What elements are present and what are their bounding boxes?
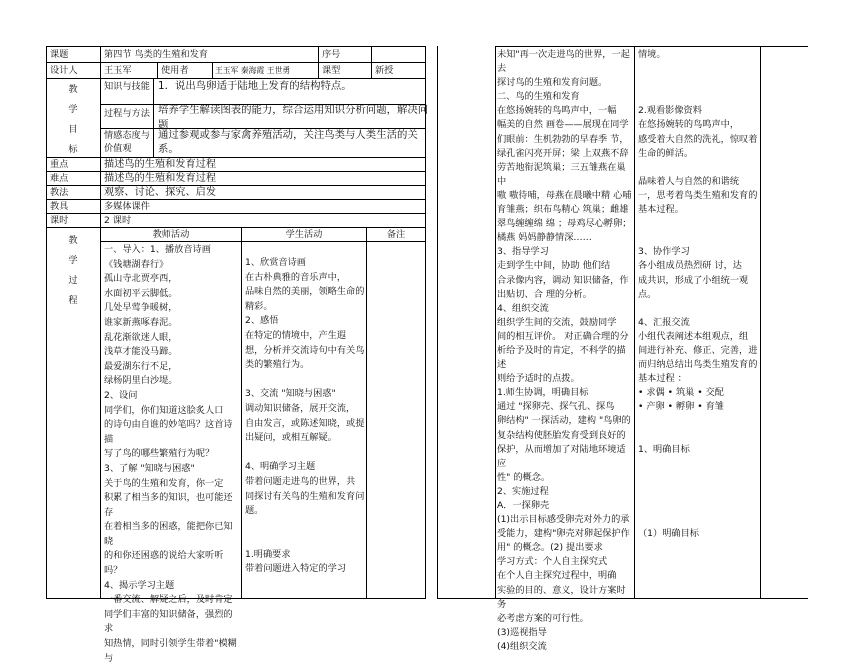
keti-value: 第四节 鸟类的生殖和发育 <box>104 49 208 60</box>
goal-process-text: 培养学生解读图表的能力，综合运用知识分析问题，解决问 题 <box>158 104 429 131</box>
designer-label: 设计人 <box>50 65 78 76</box>
col-note-header: 备注 <box>386 229 406 240</box>
info-label-key: 重点 <box>50 159 69 170</box>
right-student-activity-text: 情境。 2.观看影像资料 在悠扬婉转的鸟鸣声中， 感受着大自然的洗礼，惊叹着 生命的鲜活。 晶味着人与自然的和谐统 一，思考着鸟类生殖和发育的 基本过程。 3、协作学习 各小组成员热烈研 讨，达 成共识，形成了小组统一观点。 4、汇报交流 小组代表阐述本组观点，组 间进行补充、修正、完善，进 而归纳总结出鸟类生殖发育的 基本过程 ： • 求偶 • 筑巢 • 交配 • 产卵 • 孵卵 • 育雏 1、明确目标 （1）明确目标 <box>638 49 758 540</box>
col-teacher-header: 教师活动 <box>152 229 190 240</box>
goal-knowledge-label: 知识与技能 <box>104 81 150 92</box>
col-student-header: 学生活动 <box>285 229 323 240</box>
goal-process-label: 过程与方法 <box>104 108 150 119</box>
info-label-tools: 教具 <box>50 201 69 212</box>
keixing-label: 课型 <box>322 65 341 76</box>
goal-emotion-text: 通过参观或参与家禽养殖活动，关注鸟类与人类生活的关 系。 <box>158 129 418 155</box>
keixing-value: 新授 <box>375 65 394 76</box>
goals-label: 教学目标 <box>68 84 78 155</box>
info-label-method: 教法 <box>50 187 69 198</box>
info-value-key: 描述鸟的生殖和发育过程 <box>104 159 217 170</box>
users-label: 使用者 <box>161 65 189 76</box>
keti-label: 课题 <box>50 49 69 60</box>
student-activity-text: 1、欣赏音诗画 在古朴典雅的音乐声中， 品味自然的美丽，领略生命的 精彩。 2、感悟 在特定的情境中，产生遐 想，分析并交流诗句中有关鸟 类的繁殖行为。 3、交流 "知晓与困惑" 调动知识储备，展开交流， 自由发言，或陈述知晓，或提 出疑问，或相互解疑。 4、明确学习主题 带着问题走进鸟的世界，共 同探讨有关鸟的生殖和发育问 题。 1.明确要求 带着问题进入特定的学习 <box>245 257 365 575</box>
info-value-method: 观察、讨论、探究、启发 <box>104 187 217 198</box>
xuhao-label: 序号 <box>322 49 341 60</box>
teacher-activity-text: 一、导入：1、播放音诗画 《钱塘湖春行》 孤山寺北贾亭西， 水面初平云脚低。 几处早莺争暖树， 谁家新燕啄春泥。 乱花渐欲迷人眼， 浅草才能没马蹄。 最爱湖东行不足， 绿杨阴里白沙堤。 2、设问 同学们，你们知道这脍炙人口 的诗句由自谁的妙笔吗？这首诗描 写了鸟的哪些繁殖行为呢？ 3、了解 "知晓与困惑" 关于鸟的生殖和发育，你一定 积累了相当多的知识，也可能还存 在着相当多的困惑，能把你已知晓 的和你还困惑的说给大家听听吗？ 4、揭示学习主题 一番交流、解疑之后，及时肯定 同学们丰富的知识储备，强烈的求 知热情，同时引领学生带着"模糊与 <box>104 244 237 664</box>
info-value-hours: 2 课时 <box>104 215 132 226</box>
info-value-tools: 多媒体课件 <box>104 201 150 212</box>
designer-value: 王玉军 <box>104 65 132 76</box>
right-teacher-activity-text: 未知"再一次走进鸟的世界，一起去 探讨鸟的生殖和发育问题。 二、鸟的生殖和发育 在悠扬婉转的鸟鸣声中，一幅 幅美的自然 画卷——展现在同学 们眼前：生机勃勃的早春季 节， 绿孔雀闪亮开屏；梁 上双燕不辞 劳苦地衔泥筑巢；三五雏燕在巢中 嗷 嗷待哺，母燕在晨曦中精 心哺 育雏燕；织布鸟精心 筑巢；雌雄 翠鸟缠缠绵 绵 ；母鸡尽心孵卵； 橘燕 妈妈静静情深…… 3、指导学习 走到学生中间，协助 他们结 合录像内容，调动 知识储备，作 出贴切、合 理的分析。 4、组织交流 组织学生间的交流，鼓励同学 间的相互评价。 对正确合理的分 析给予及时的肯定，不科学的描述 则给予适时的点拨。 1.师生协调，明确目标 通过 "探卵壳、探气孔、探鸟 卵结构" 一探活动，建构 "鸟卵的 复杂结构使胚胎发育受到良好的 保护，从而增加了对陆地环境适应 性" 的概念。 2、实施过程 A．一探卵壳 (1)出示目标感受卵壳对外力的承 受能力，建构"卵壳对卵起保护作 用" 的概念。(2) 提出要求 学习方式：个人自主探究式 在个人自主探究过程中，明确 实验的目的、意义，设计方案时务 必考虑方案的可行性。 (3)巡视指导 (4)组织交流 <box>497 49 632 652</box>
info-label-hours: 课时 <box>50 215 69 226</box>
goal-knowledge-text: 1．说出鸟卵适于陆地上发育的结构特点。 <box>158 80 352 92</box>
process-label: 教学过程 <box>68 235 78 306</box>
users-value: 王玉军 秦海霞 王世勇 <box>215 66 291 75</box>
info-value-difficulty: 描述鸟的生殖和发育过程 <box>104 173 217 184</box>
info-label-difficulty: 难点 <box>50 173 69 184</box>
goal-emotion-label: 情感态度与价值观 <box>104 130 150 154</box>
